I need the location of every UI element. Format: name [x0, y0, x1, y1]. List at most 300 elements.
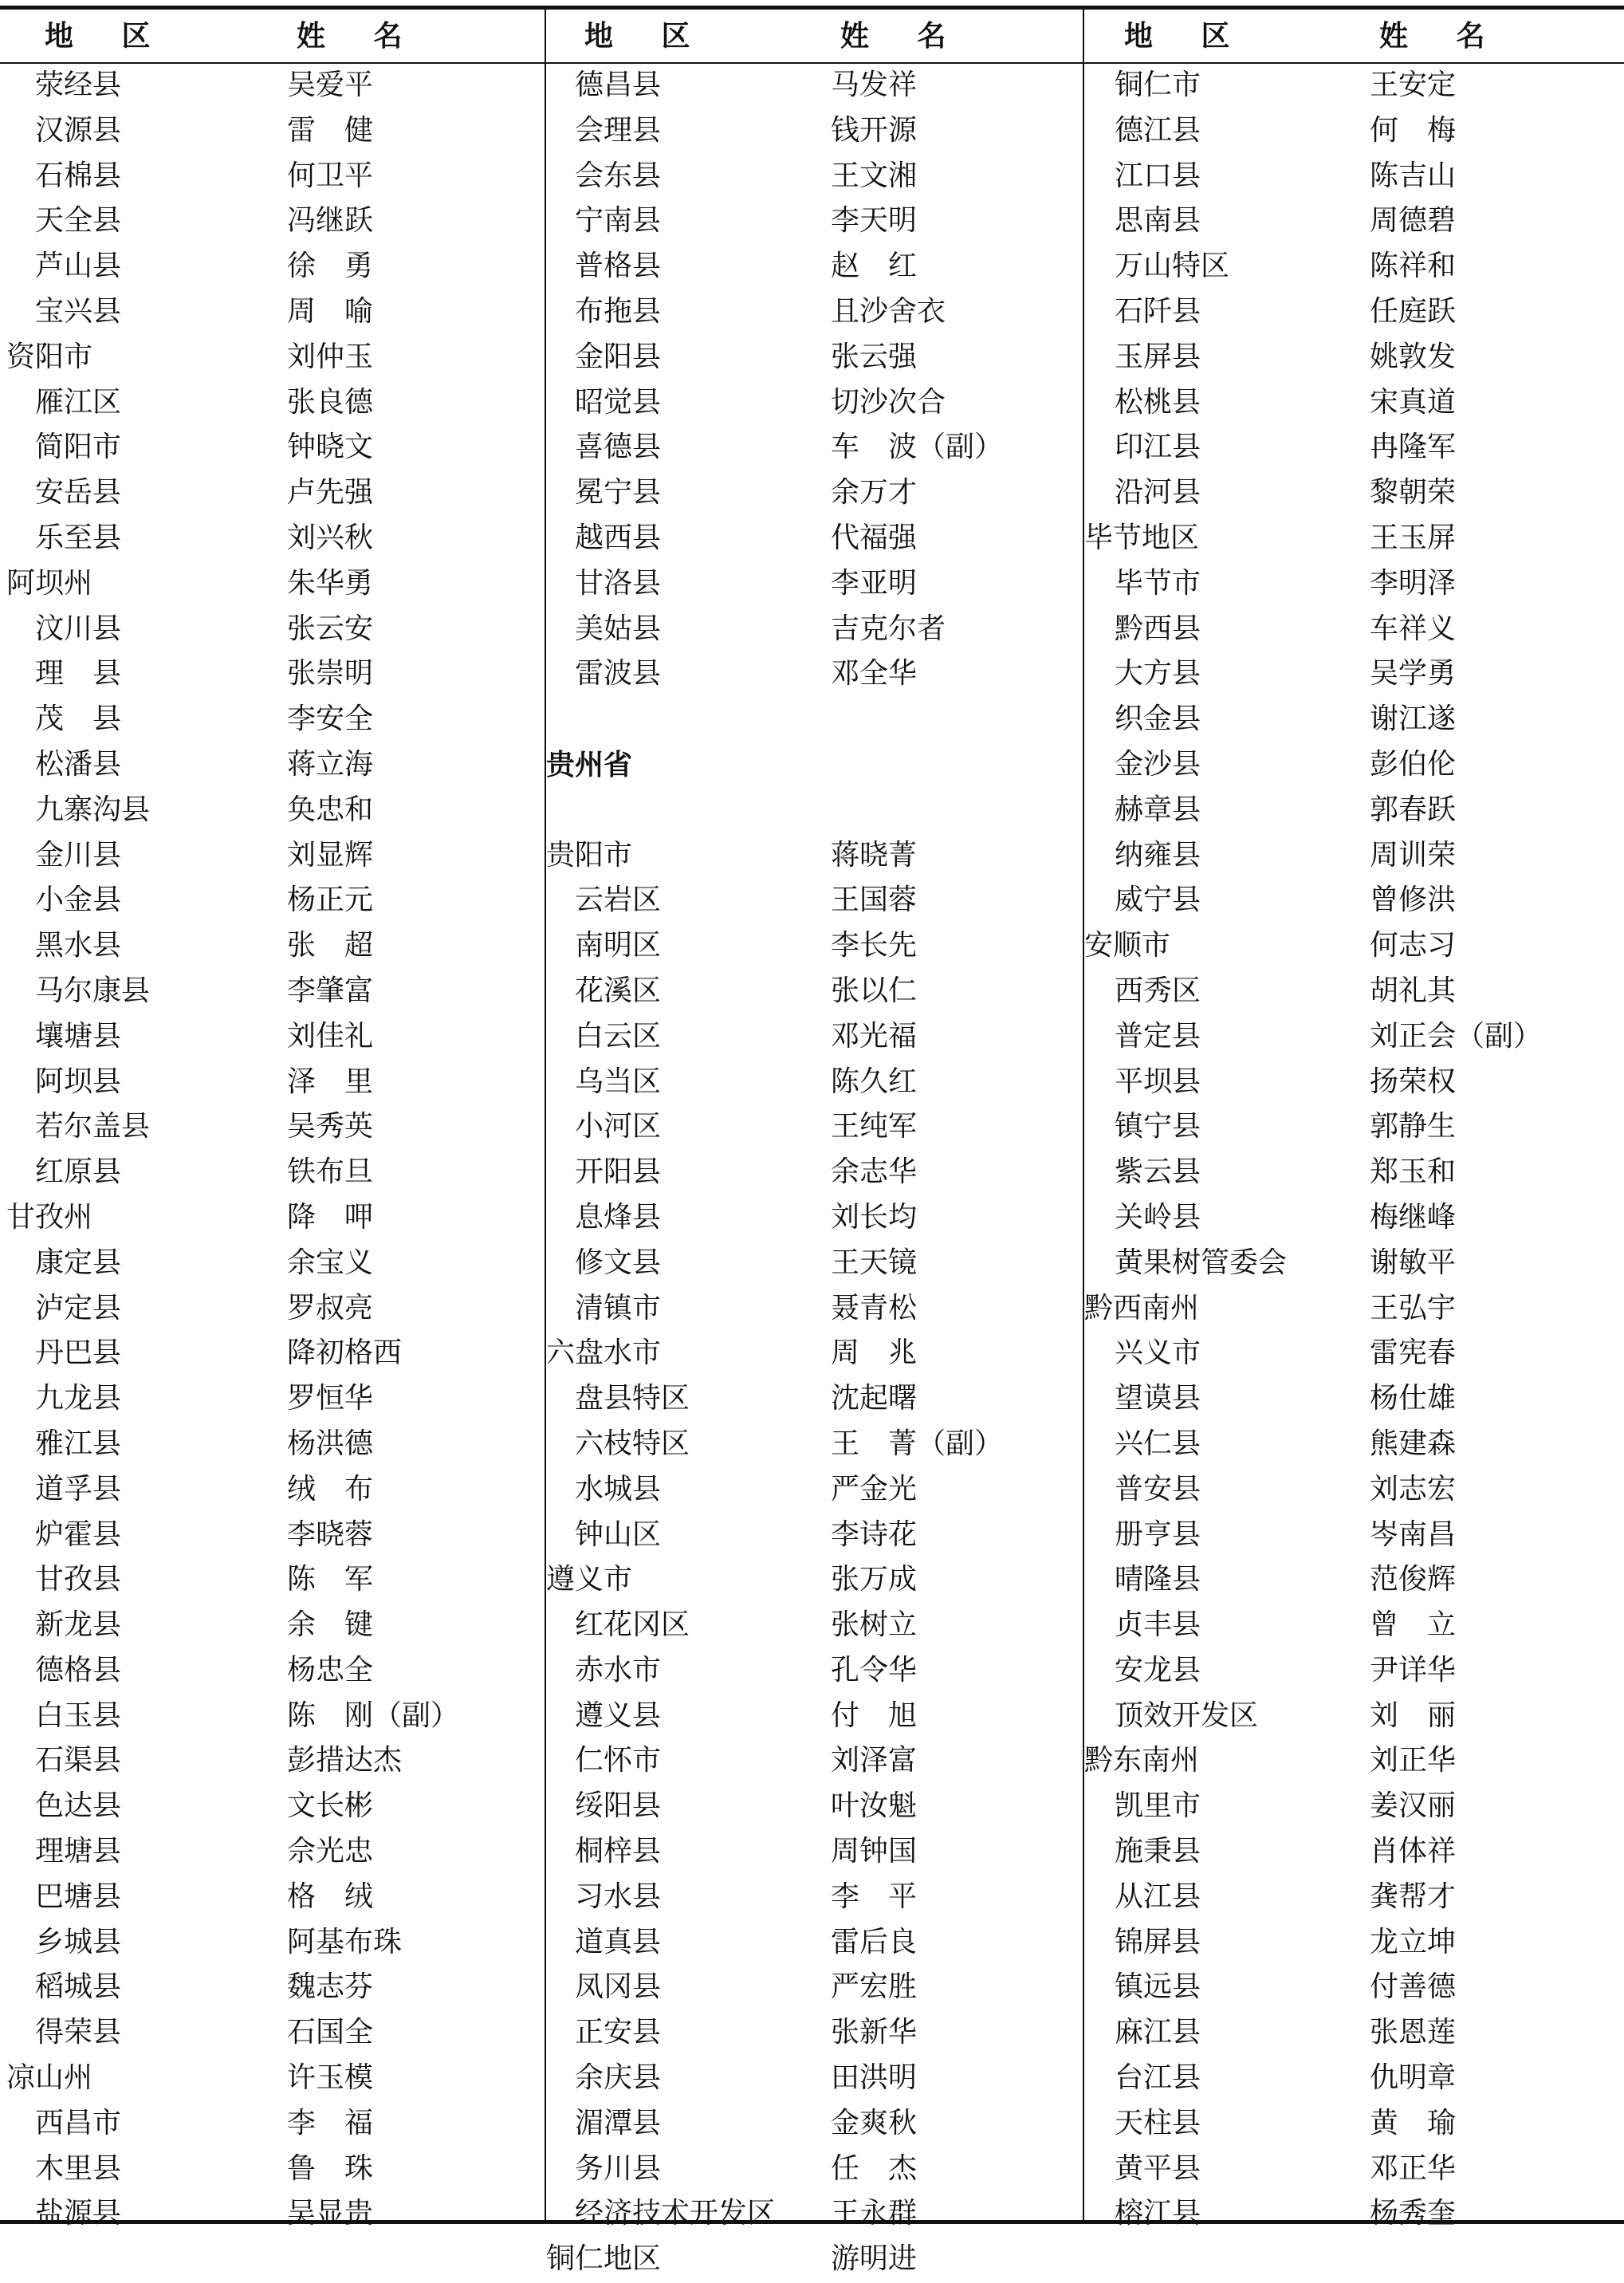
table-row	[0, 1695, 545, 1740]
name-cell: 金爽秋	[831, 2106, 918, 2139]
name-cell: 周 喻	[287, 294, 374, 328]
table-row	[0, 2192, 545, 2238]
table-row	[1084, 1196, 1624, 1242]
table-column-3	[1084, 10, 1624, 2238]
name-cell: 刘显辉	[287, 838, 374, 872]
region-cell: 大方县	[1115, 657, 1201, 691]
name-cell: 刘正华	[1370, 1744, 1457, 1777]
table-row	[546, 1015, 1083, 1061]
table-row	[1084, 1876, 1624, 1921]
name-cell: 李亚明	[831, 566, 918, 600]
name-cell: 刘泽富	[831, 1744, 918, 1777]
region-cell: 花溪区	[575, 974, 662, 1007]
name-cell: 吴显贵	[287, 2197, 374, 2230]
table-row	[0, 381, 545, 427]
table-row	[1084, 245, 1624, 290]
table-row	[546, 64, 1083, 109]
name-cell: 尹详华	[1370, 1653, 1457, 1687]
name-cell: 雷宪春	[1370, 1336, 1457, 1370]
region-cell: 资阳市	[6, 340, 93, 373]
header-name: 姓 名	[1379, 19, 1504, 53]
table-row	[0, 1287, 545, 1332]
region-cell: 松潘县	[35, 747, 122, 781]
name-cell: 车 波（副）	[831, 431, 1004, 464]
name-cell: 张云安	[287, 612, 374, 645]
region-cell: 六枝特区	[575, 1427, 690, 1460]
table-row	[546, 381, 1083, 427]
region-cell: 色达县	[35, 1789, 122, 1823]
table-row	[0, 426, 545, 471]
name-cell: 王弘宇	[1370, 1291, 1457, 1325]
name-cell: 彭伯伦	[1370, 747, 1457, 781]
region-cell: 九寨沟县	[35, 793, 151, 826]
table-row	[1084, 155, 1624, 200]
name-cell: 刘长均	[831, 1200, 918, 1234]
name-cell: 王 菁（副）	[831, 1427, 1004, 1460]
table-row	[0, 1830, 545, 1876]
table-row	[1084, 2192, 1624, 2238]
region-cell: 兴义市	[1115, 1336, 1201, 1370]
region-cell: 遵义市	[546, 1563, 633, 1596]
region-cell: 喜德县	[575, 431, 662, 464]
region-cell: 会东县	[575, 159, 662, 192]
region-cell: 赫章县	[1115, 793, 1201, 826]
region-cell: 遵义县	[575, 1698, 662, 1732]
table-row	[1084, 2102, 1624, 2147]
region-cell: 昭觉县	[575, 385, 662, 419]
table-row	[546, 199, 1083, 245]
name-cell: 朱华勇	[287, 566, 374, 600]
table-row	[0, 1468, 545, 1513]
name-cell: 张新华	[831, 2016, 918, 2049]
name-cell: 降初格西	[287, 1336, 403, 1370]
name-cell: 周 兆	[831, 1336, 918, 1370]
name-cell: 车祥义	[1370, 612, 1457, 645]
table-row	[1084, 698, 1624, 743]
name-cell: 王国蓉	[831, 884, 918, 917]
region-cell: 绥阳县	[575, 1789, 662, 1823]
table-column-1	[0, 10, 545, 2238]
name-cell: 张恩莲	[1370, 2016, 1457, 2049]
name-cell: 李明泽	[1370, 566, 1457, 600]
table-row	[1084, 2011, 1624, 2057]
region-cell: 会理县	[575, 113, 662, 147]
name-cell: 王文湘	[831, 159, 918, 192]
name-cell: 严金光	[831, 1472, 918, 1506]
table-row	[0, 698, 545, 743]
region-cell: 黄果树管委会	[1115, 1246, 1288, 1279]
table-row	[0, 290, 545, 336]
region-cell: 黄平县	[1115, 2151, 1201, 2185]
table-row	[546, 2102, 1083, 2147]
region-cell: 炉霍县	[35, 1517, 122, 1551]
table-row	[1084, 1604, 1624, 1649]
name-cell: 张崇明	[287, 657, 374, 691]
region-cell: 台江县	[1115, 2061, 1201, 2095]
table-row	[546, 1604, 1083, 1649]
region-cell: 理 县	[35, 657, 122, 691]
column-header	[546, 10, 1083, 62]
region-cell: 松桃县	[1115, 385, 1201, 419]
region-cell: 玉屏县	[1115, 340, 1201, 373]
table-row	[0, 1876, 545, 1921]
table-row	[0, 64, 545, 109]
table-row	[0, 970, 545, 1015]
name-cell: 聂青松	[831, 1291, 918, 1325]
table-row	[0, 1105, 545, 1151]
name-cell: 扬荣权	[1370, 1065, 1457, 1098]
name-cell: 熊建森	[1370, 1427, 1457, 1460]
table-row	[1084, 426, 1624, 471]
table-row	[546, 608, 1083, 653]
table-row	[1084, 608, 1624, 653]
region-cell: 巴塘县	[35, 1880, 122, 1913]
name-cell: 姜汉丽	[1370, 1789, 1457, 1823]
name-cell: 任 杰	[831, 2151, 918, 2185]
region-cell: 天全县	[35, 204, 122, 238]
table-row	[546, 1830, 1083, 1876]
table-row	[546, 2057, 1083, 2102]
region-cell: 德昌县	[575, 69, 662, 101]
region-cell: 丹巴县	[35, 1336, 122, 1370]
region-cell: 若尔盖县	[35, 1110, 151, 1143]
region-cell: 道真县	[575, 1925, 662, 1958]
name-cell: 卢先强	[287, 476, 374, 510]
table-row	[1084, 1332, 1624, 1377]
table-row	[1084, 381, 1624, 427]
table-row	[546, 2011, 1083, 2057]
name-cell: 刘仲玉	[287, 340, 374, 373]
region-cell: 汉源县	[35, 113, 122, 147]
table-row	[1084, 1649, 1624, 1695]
name-cell: 雷 健	[287, 113, 374, 147]
table-row	[1084, 789, 1624, 834]
table-row	[0, 1785, 545, 1830]
region-cell: 黔东南州	[1084, 1744, 1200, 1777]
table-row	[546, 1332, 1083, 1377]
region-cell: 宁南县	[575, 204, 662, 238]
table-row	[1084, 1423, 1624, 1468]
name-cell: 吴秀英	[287, 1110, 374, 1143]
name-cell: 刘兴秋	[287, 521, 374, 554]
name-cell: 张良德	[287, 385, 374, 419]
name-cell: 罗恒华	[287, 1382, 374, 1415]
region-cell: 清镇市	[575, 1291, 662, 1325]
table-row	[546, 1876, 1083, 1921]
region-cell: 红花冈区	[575, 1608, 690, 1642]
header-name: 姓 名	[840, 19, 965, 53]
region-cell: 美姑县	[575, 612, 662, 645]
header-region: 地 区	[45, 19, 170, 53]
table-row	[0, 1739, 545, 1785]
name-cell: 张以仁	[831, 974, 918, 1007]
header-name: 姓 名	[297, 19, 422, 53]
table-row	[1084, 2147, 1624, 2193]
region-cell: 从江县	[1115, 1880, 1201, 1913]
region-cell: 道孚县	[35, 1472, 122, 1506]
region-cell: 金阳县	[575, 340, 662, 373]
table-row	[1084, 1921, 1624, 1966]
name-cell: 龙立坤	[1370, 1925, 1457, 1958]
region-cell: 石阡县	[1115, 294, 1201, 328]
region-cell: 理塘县	[35, 1835, 122, 1868]
table-row	[1084, 1287, 1624, 1332]
name-cell: 龚帮才	[1370, 1880, 1457, 1913]
table-row	[0, 155, 545, 200]
name-cell: 胡礼其	[1370, 974, 1457, 1007]
name-cell: 周训荣	[1370, 838, 1457, 872]
name-cell: 余 键	[287, 1608, 374, 1642]
name-cell: 降 呷	[287, 1200, 374, 1234]
region-cell: 六盘水市	[546, 1336, 662, 1370]
region-cell: 铜仁地区	[546, 2242, 662, 2276]
region-cell: 乌当区	[575, 1065, 662, 1098]
name-cell: 且沙舍衣	[831, 294, 946, 328]
region-cell: 简阳市	[35, 431, 122, 464]
region-cell: 云岩区	[575, 884, 662, 917]
name-cell: 付 旭	[831, 1698, 918, 1732]
table-row	[1084, 1513, 1624, 1559]
table-row	[0, 2011, 545, 2057]
table-row	[1084, 290, 1624, 336]
name-cell: 杨仕雄	[1370, 1382, 1457, 1415]
name-cell: 余宝义	[287, 1246, 374, 1279]
table-row	[546, 155, 1083, 200]
region-cell: 纳雍县	[1115, 838, 1201, 872]
name-cell: 张云强	[831, 340, 918, 373]
table-row	[546, 426, 1083, 471]
table-row	[546, 1423, 1083, 1468]
table-row	[0, 1377, 545, 1423]
name-cell: 刘 丽	[1370, 1698, 1457, 1732]
name-cell: 邓光福	[831, 1019, 918, 1053]
region-cell: 施秉县	[1115, 1835, 1201, 1868]
name-cell: 陈祥和	[1370, 250, 1457, 283]
region-cell: 务川县	[575, 2151, 662, 2185]
name-cell: 范俊辉	[1370, 1563, 1457, 1596]
region-cell: 金沙县	[1115, 747, 1201, 781]
region-cell: 越西县	[575, 521, 662, 554]
table-row	[546, 1558, 1083, 1604]
name-cell: 曾修洪	[1370, 884, 1457, 917]
name-cell: 马发祥	[831, 69, 918, 101]
region-cell: 雷波县	[575, 657, 662, 691]
region-cell: 普格县	[575, 250, 662, 283]
region-cell: 万山特区	[1115, 250, 1230, 283]
name-cell: 佘光忠	[287, 1835, 374, 1868]
name-cell: 何志习	[1370, 929, 1457, 962]
name-cell: 冯继跃	[287, 204, 374, 238]
region-cell: 印江县	[1115, 431, 1201, 464]
name-cell: 郭春跃	[1370, 793, 1457, 826]
table-row	[0, 924, 545, 970]
table-row	[1084, 1151, 1624, 1196]
region-cell: 新龙县	[35, 1608, 122, 1642]
name-cell: 王玉屏	[1370, 521, 1457, 554]
table-row	[1084, 199, 1624, 245]
region-cell: 赤水市	[575, 1653, 662, 1687]
table-row	[0, 1332, 545, 1377]
region-cell: 关岭县	[1115, 1200, 1201, 1234]
table-row	[1084, 64, 1624, 109]
table-row	[0, 1604, 545, 1649]
name-cell: 李晓蓉	[287, 1517, 374, 1551]
table-row	[0, 199, 545, 245]
name-cell: 石国全	[287, 2016, 374, 2049]
table-column-2	[546, 10, 1083, 2283]
region-cell: 贵州省	[546, 747, 633, 781]
name-cell: 任庭跃	[1370, 294, 1457, 328]
table-row	[1084, 336, 1624, 381]
name-cell: 叶汝魁	[831, 1789, 918, 1823]
table-row	[1084, 2057, 1624, 2102]
region-cell: 钟山区	[575, 1517, 662, 1551]
name-cell: 吴爱平	[287, 69, 374, 101]
name-cell: 绒 布	[287, 1472, 374, 1506]
region-cell: 石渠县	[35, 1744, 122, 1777]
name-cell: 姚敦发	[1370, 340, 1457, 373]
table-row	[546, 1921, 1083, 1966]
table-row	[0, 743, 545, 789]
region-cell: 镇远县	[1115, 1970, 1201, 2004]
name-cell: 许玉模	[287, 2061, 374, 2095]
name-cell: 杨忠全	[287, 1653, 374, 1687]
table-row	[0, 1558, 545, 1604]
region-cell: 开阳县	[575, 1155, 662, 1189]
name-cell: 刘志宏	[1370, 1472, 1457, 1506]
table-row	[546, 1739, 1083, 1785]
name-cell: 谢江遂	[1370, 703, 1457, 736]
table-row	[0, 1151, 545, 1196]
name-cell: 张树立	[831, 1608, 918, 1642]
region-cell: 泸定县	[35, 1291, 122, 1325]
region-cell: 正安县	[575, 2016, 662, 2049]
region-cell: 贵阳市	[546, 838, 633, 872]
name-cell: 罗叔亮	[287, 1291, 374, 1325]
table-row	[1084, 1242, 1624, 1287]
name-cell: 王纯军	[831, 1110, 918, 1143]
name-cell: 张万成	[831, 1563, 918, 1596]
region-cell: 小河区	[575, 1110, 662, 1143]
table-row	[1084, 1966, 1624, 2011]
name-cell: 黎朝荣	[1370, 476, 1457, 510]
name-cell: 梅继峰	[1370, 1200, 1457, 1234]
region-cell: 小金县	[35, 884, 122, 917]
name-cell: 泽 里	[287, 1065, 374, 1098]
table-row	[1084, 743, 1624, 789]
table-row	[1084, 970, 1624, 1015]
table-row	[546, 1513, 1083, 1559]
table-row	[0, 1513, 545, 1559]
region-cell: 得荣县	[35, 2016, 122, 2049]
section-heading	[546, 743, 1083, 789]
name-cell: 陈吉山	[1370, 159, 1457, 192]
region-cell: 兴仁县	[1115, 1427, 1201, 1460]
table-row	[0, 562, 545, 608]
name-cell: 何卫平	[287, 159, 374, 192]
column-header	[1084, 10, 1624, 62]
name-cell: 彭措达杰	[287, 1744, 403, 1777]
table-row	[546, 698, 1083, 743]
region-cell: 威宁县	[1115, 884, 1201, 917]
region-cell: 平坝县	[1115, 1065, 1201, 1098]
table-row	[546, 109, 1083, 155]
name-cell: 邓正华	[1370, 2151, 1457, 2185]
region-cell: 习水县	[575, 1880, 662, 1913]
region-cell: 册亨县	[1115, 1517, 1201, 1551]
region-cell: 普定县	[1115, 1019, 1201, 1053]
table-row	[1084, 879, 1624, 924]
name-cell: 李安全	[287, 703, 374, 736]
region-cell: 甘孜州	[6, 1200, 93, 1234]
region-cell: 水城县	[575, 1472, 662, 1506]
table-row	[1084, 517, 1624, 562]
name-cell: 切沙次合	[831, 385, 946, 419]
header-region: 地 区	[584, 19, 710, 53]
region-cell: 榕江县	[1115, 2197, 1201, 2230]
table-row	[0, 1649, 545, 1695]
table-row	[1084, 834, 1624, 880]
region-cell: 凤冈县	[575, 1970, 662, 2004]
table-row	[546, 970, 1083, 1015]
table-row	[0, 1242, 545, 1287]
name-cell: 魏志芬	[287, 1970, 374, 2004]
name-cell: 陈 刚（副）	[287, 1698, 460, 1732]
region-cell: 乐至县	[35, 521, 122, 554]
name-cell: 文长彬	[287, 1789, 374, 1823]
table-row	[0, 789, 545, 834]
table-row	[546, 1377, 1083, 1423]
table-row	[0, 2102, 545, 2147]
table-row	[0, 1196, 545, 1242]
region-cell: 天柱县	[1115, 2106, 1201, 2139]
region-cell: 阿坝县	[35, 1065, 122, 1098]
table-row	[0, 2147, 545, 2193]
region-cell: 汶川县	[35, 612, 122, 645]
name-cell: 蒋立海	[287, 747, 374, 781]
name-cell: 刘正会（副）	[1370, 1019, 1543, 1053]
name-cell: 蒋晓菁	[831, 838, 918, 872]
name-cell: 余志华	[831, 1155, 918, 1189]
table-row	[0, 1061, 545, 1106]
name-cell: 孔令华	[831, 1653, 918, 1687]
name-cell: 奂忠和	[287, 793, 374, 826]
region-cell: 德格县	[35, 1653, 122, 1687]
region-cell: 麻江县	[1115, 2016, 1201, 2049]
header-region: 地 区	[1124, 19, 1249, 53]
name-cell: 格 绒	[287, 1880, 374, 1913]
table-row	[0, 1423, 545, 1468]
name-cell: 田洪明	[831, 2061, 918, 2095]
region-cell: 盘县特区	[575, 1382, 690, 1415]
table-row	[546, 1649, 1083, 1695]
table-row	[546, 1196, 1083, 1242]
table-row	[546, 2192, 1083, 2238]
name-cell: 陈 军	[287, 1563, 374, 1596]
table-row	[546, 562, 1083, 608]
name-cell: 李诗花	[831, 1517, 918, 1551]
region-cell: 余庆县	[575, 2061, 662, 2095]
table-row	[1084, 1105, 1624, 1151]
name-cell: 仇明章	[1370, 2061, 1457, 2095]
region-cell: 阿坝州	[6, 566, 93, 600]
name-cell: 周德碧	[1370, 204, 1457, 238]
table-row	[0, 517, 545, 562]
region-cell: 仁怀市	[575, 1744, 662, 1777]
table-row	[546, 245, 1083, 290]
name-cell: 吉克尔者	[831, 612, 946, 645]
name-cell: 代福强	[831, 521, 918, 554]
